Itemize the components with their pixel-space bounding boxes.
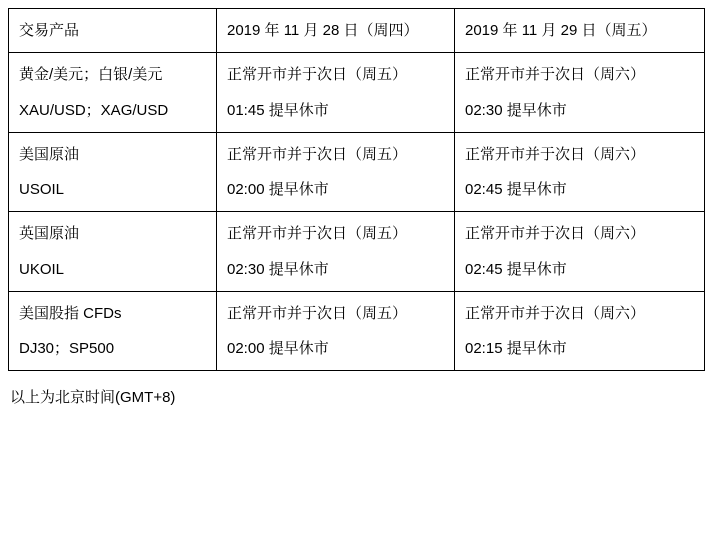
day2-status: 正常开市并于次日（周六）: [465, 304, 646, 322]
cell-day1: [217, 53, 455, 133]
cell-product: [9, 291, 217, 371]
day1-status: 正常开市并于次日（周五）: [227, 304, 408, 322]
column-header-product: [9, 9, 217, 53]
column-header-day2: [455, 9, 705, 53]
product-symbols: UKOIL: [19, 260, 65, 278]
cell-day2: [455, 291, 705, 371]
product-symbols: USOIL: [19, 181, 65, 198]
day2-close-time: 02:15 提早休市: [465, 340, 567, 357]
day2-close-time: 02:45 提早休市: [465, 181, 567, 198]
cell-day1: [217, 291, 455, 371]
product-name: 黄金/美元；白银/美元: [19, 66, 163, 84]
day1-close-time: 02:00 提早休市: [227, 340, 329, 357]
day1-status: 正常开市并于次日（周五）: [227, 66, 408, 84]
day2-status: 正常开市并于次日（周六）: [465, 225, 646, 243]
column-header-day1: [217, 9, 455, 53]
day2-close-time: 02:45 提早休市: [465, 260, 567, 278]
cell-day2: [455, 132, 705, 212]
cell-day1: [217, 132, 455, 212]
day1-close-time: 01:45 提早休市: [227, 101, 329, 119]
cell-product: [9, 212, 217, 292]
cell-product: [9, 53, 217, 133]
product-symbols: DJ30；SP500: [19, 340, 115, 357]
day2-status: 正常开市并于次日（周六）: [465, 66, 646, 84]
table-row: [9, 212, 705, 292]
cell-day2: [455, 53, 705, 133]
product-symbols: XAU/USD；XAG/USD: [19, 101, 169, 119]
column-header-day1-label: 2019 年 11 月 28 日（周四）: [227, 22, 419, 39]
day1-close-time: 02:30 提早休市: [227, 260, 329, 278]
product-name: 美国原油: [19, 145, 80, 163]
day2-close-time: 02:30 提早休市: [465, 101, 567, 119]
table-row: [9, 291, 705, 371]
column-header-day2-label: 2019 年 11 月 29 日（周五）: [465, 22, 657, 39]
cell-day2: [455, 212, 705, 292]
product-name: 英国原油: [19, 225, 80, 243]
table-row: [9, 132, 705, 212]
day1-close-time: 02:00 提早休市: [227, 181, 329, 198]
cell-product: [9, 132, 217, 212]
table-header-row: [9, 9, 705, 53]
product-name: 美国股指 CFDs: [19, 304, 122, 322]
column-header-product-label: 交易产品: [19, 22, 80, 39]
day2-status: 正常开市并于次日（周六）: [465, 145, 646, 163]
day1-status: 正常开市并于次日（周五）: [227, 225, 408, 243]
cell-day1: [217, 212, 455, 292]
day1-status: 正常开市并于次日（周五）: [227, 145, 408, 163]
table-row: [9, 53, 705, 133]
trading-hours-table: [8, 8, 705, 371]
timezone-footnote: 以上为北京时间(GMT+8): [10, 389, 176, 407]
